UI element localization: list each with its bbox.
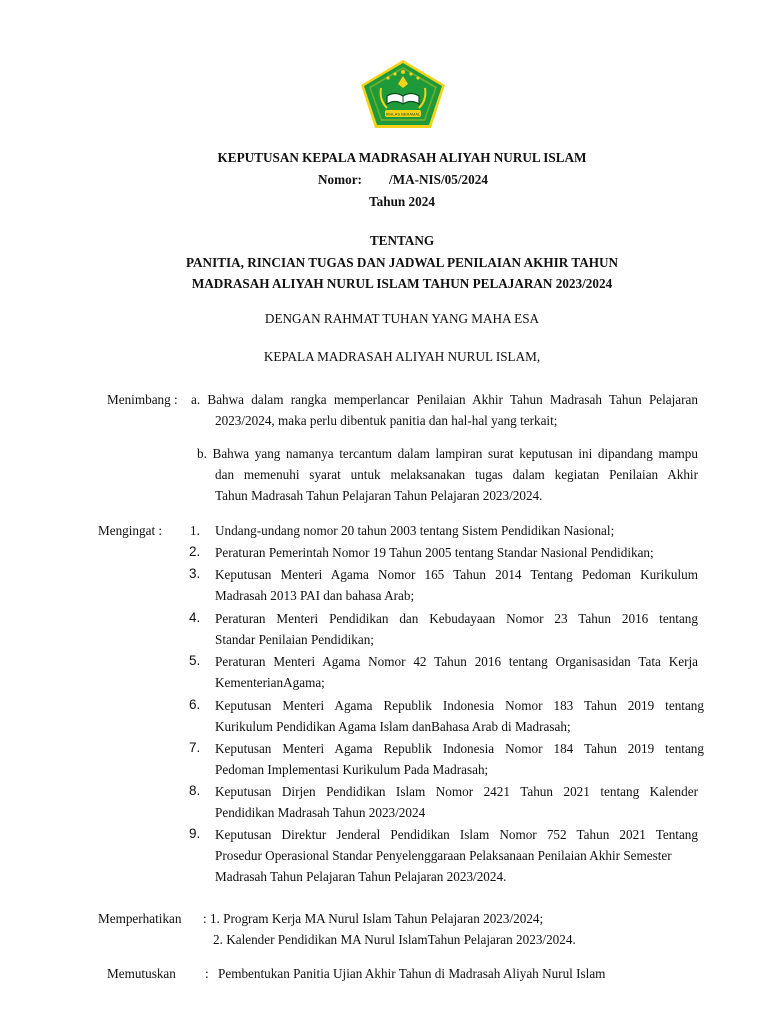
tentang-label: TENTANG: [369, 233, 435, 248]
doc-year: Tahun 2024: [369, 194, 435, 209]
menimbang-b-line-3: Tahun Madrasah Tahun Pelajaran Tahun Pelajaran 2023/2024.: [215, 488, 543, 503]
nomor-label: Nomor:: [318, 172, 362, 187]
tentang-line-1: PANITIA, RINCIAN TUGAS DAN JADWAL PENILAIAN AKHIR TAHUN: [185, 255, 619, 270]
mengingat-item-9-line-2: Prosedur Operasional Standar Penyelenggaraan Pelaksanaan Penilaian Akhir Semester: [215, 848, 672, 863]
mengingat-item-4-line-1: Peraturan Menteri Pendidikan dan Kebudayaan Nomor 23 Tahun 2016 tentang: [215, 611, 698, 626]
mengingat-num-7: 7.: [189, 740, 201, 755]
mengingat-item-4-line-2: Standar Penilaian Pendidikan;: [215, 632, 374, 647]
mengingat-item-7-line-2: Pedoman Implementasi Kurikulum Pada Madrasah;: [215, 762, 489, 777]
mengingat-item-8-line-1: Keputusan Dirjen Pendidikan Islam Nomor 2421 Tahun 2021 tentang Kalender: [215, 784, 698, 799]
logo-ribbon-text: IKHLAS BERAMAL: [385, 111, 421, 117]
mengingat-item-3-line-1: Keputusan Menteri Agama Nomor 165 Tahun 2014 Tentang Pedoman Kurikulum: [215, 567, 698, 582]
mengingat-item-5-line-1: Peraturan Menteri Agama Nomor 42 Tahun 2016 tentang Organisasidan Tata Kerja: [215, 654, 698, 669]
mengingat-item-6-line-2: Kurikulum Pendidikan Agama Islam danBahasa Arab di Madrasah;: [215, 719, 571, 734]
tentang-line-2: MADRASAH ALIYAH NURUL ISLAM TAHUN PELAJARAN 2023/2024: [191, 276, 613, 291]
mengingat-num-4: 4.: [189, 610, 201, 625]
mengingat-item-5-line-2: KementerianAgama;: [215, 675, 325, 690]
mengingat-item-3-line-2: Madrasah 2013 PAI dan bahasa Arab;: [215, 588, 415, 603]
menimbang-a-line-1: a. Bahwa dalam rangka memperlancar Penilaian Akhir Tahun Madrasah Tahun Pelajaran: [191, 392, 698, 407]
mengingat-item-2: Peraturan Pemerintah Nomor 19 Tahun 2005 tentang Standar Nasional Pendidikan;: [215, 545, 654, 560]
mengingat-num-8: 8.: [189, 783, 201, 798]
memutuskan-label: Memutuskan: [107, 966, 176, 981]
kemenag-logo: [359, 58, 447, 130]
mengingat-num-6: 6.: [189, 697, 201, 712]
menimbang-label: Menimbang :: [107, 392, 178, 407]
mengingat-item-9-line-3: Madrasah Tahun Pelajaran Tahun Pelajaran 2023/2024.: [215, 869, 507, 884]
rahmat-line: DENGAN RAHMAT TUHAN YANG MAHA ESA: [264, 311, 540, 326]
memperhatikan-item-1: : 1. Program Kerja MA Nurul Islam Tahun Pelajaran 2023/2024;: [203, 911, 544, 926]
mengingat-item-1: Undang-undang nomor 20 tahun 2003 tentang Sistem Pendidikan Nasional;: [215, 523, 615, 538]
menimbang-a-line-2: 2023/2024, maka perlu dibentuk panitia dan hal-hal yang terkait;: [215, 413, 558, 428]
mengingat-num-5: 5.: [189, 653, 201, 668]
menimbang-b-line-2: dan memenuhi syarat untuk melaksanakan tugas dalam kegiatan Penilaian Akhir: [215, 467, 698, 482]
mengingat-item-9-line-1: Keputusan Direktur Jenderal Pendidikan Islam Nomor 752 Tahun 2021 Tentang: [215, 827, 698, 842]
mengingat-label: Mengingat :: [98, 523, 163, 538]
menimbang-b-line-1: b. Bahwa yang namanya tercantum dalam lampiran surat keputusan ini dipandang mampu: [197, 446, 698, 461]
mengingat-num-9: 9.: [189, 826, 201, 841]
doc-title: KEPUTUSAN KEPALA MADRASAH ALIYAH NURUL ISLAM: [217, 150, 587, 165]
memperhatikan-label: Memperhatikan: [98, 911, 182, 926]
mengingat-item-7-line-1: Keputusan Menteri Agama Republik Indonesia Nomor 184 Tahun 2019 tentang: [215, 741, 704, 756]
mengingat-item-6-line-1: Keputusan Menteri Agama Republik Indonesia Nomor 183 Tahun 2019 tentang: [215, 698, 704, 713]
memutuskan-text: Pembentukan Panitia Ujian Akhir Tahun di Madrasah Aliyah Nurul Islam: [218, 966, 606, 981]
memperhatikan-item-2: 2. Kalender Pendidikan MA Nurul IslamTahun Pelajaran 2023/2024.: [213, 932, 576, 947]
mengingat-num-1: 1.: [190, 523, 200, 538]
mengingat-item-8-line-2: Pendidikan Madrasah Tahun 2023/2024: [215, 805, 426, 820]
nomor-value: /MA-NIS/05/2024: [389, 172, 488, 187]
mengingat-num-3: 3.: [189, 566, 201, 581]
mengingat-num-2: 2.: [189, 544, 201, 559]
memutuskan-colon: :: [205, 966, 209, 981]
kepala-line: KEPALA MADRASAH ALIYAH NURUL ISLAM,: [263, 349, 541, 364]
